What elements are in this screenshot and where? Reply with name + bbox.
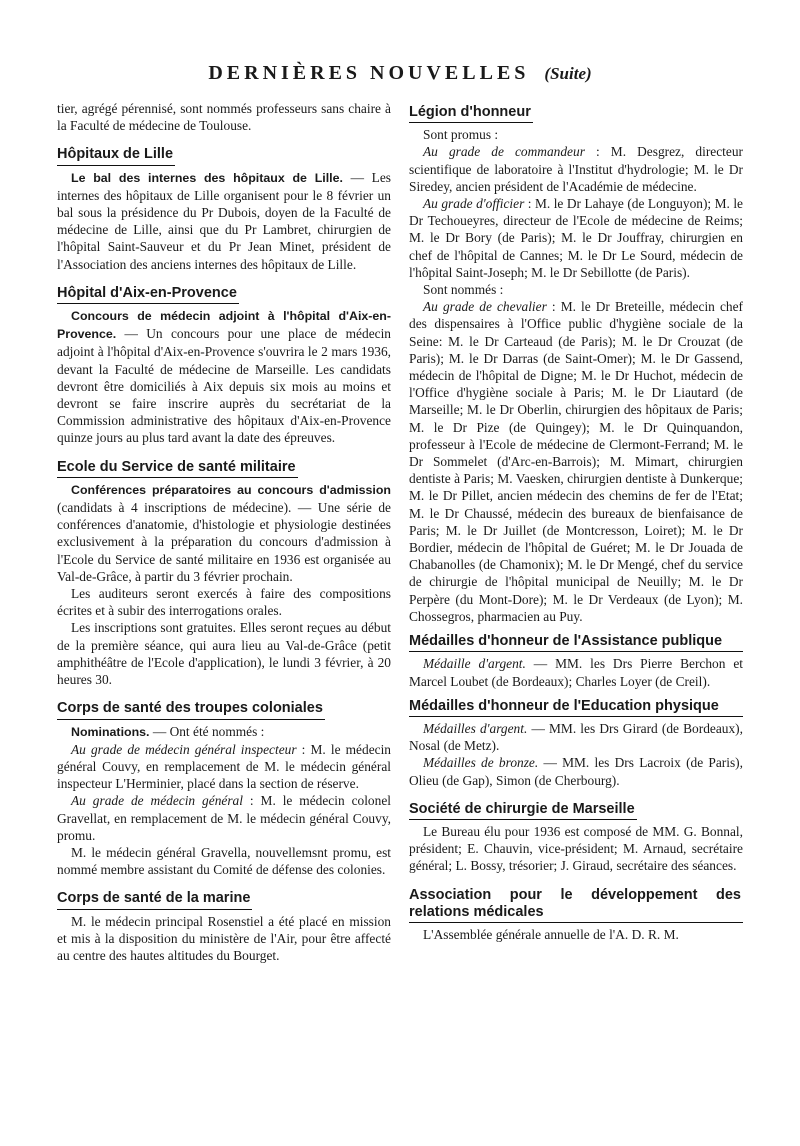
section-heading-legion: Légion d'honneur — [409, 104, 533, 123]
aix-text: — Un concours pour une place de médecin adjoint à l'hôpital d'Aix-en-Provence s'ouvrira le 2 mars 1936, devant la Faculté de médecine de Marseille. Les candidats devront être domiciliés à Aix depuis six mois au moins et devront se faire inscrire auprès du secrétariat de la Commission administrative des hôpitaux d'Aix-en-Provence quinze jours au plus tard avant la date des épreuves. — [57, 326, 391, 446]
ecole-section — [57, 455, 391, 689]
ecole-text: (candidats à 4 inscriptions de médecine). — Une série de conférences d'anatomie, d'histologie et physiologie destinées exclusivement à la préparation du concours d'admission à l'Ecole du Service de santé militaire en 1936 est organisée au Val-de-Grâce, à partir du 3 février prochain. — [57, 500, 391, 584]
adrm-section — [409, 883, 743, 944]
aix-section — [57, 281, 391, 447]
left-column — [57, 100, 391, 972]
section-heading-marine: Corps de santé de la marine — [57, 890, 252, 909]
assistance-medal: Médaille d'argent. — [423, 656, 526, 672]
ecole-paragraph-3: Les inscriptions sont gratuites. Elles seront reçues au début de la première séance, qui aura lieu au Val-de-Grâce (petit amphithéâtre de l'Ecole d'application), le lundi 3 février, à 20 heures 30. — [57, 620, 391, 688]
legion-promus: Sont promus : — [423, 127, 499, 143]
adrm-text: L'Assemblée générale annuelle de l'A. D. R. M. — [423, 926, 679, 942]
right-column — [409, 100, 743, 951]
ecole-subheading: Conférences préparatoires au concours d'admission — [71, 482, 391, 497]
marine-text: M. le médecin principal Rosenstiel a été placé en mission et mis à la disposition du ministère de l'Air, pour être affecté au centre des hautes altitudes du Bourget. — [57, 913, 391, 963]
coloniales-grade-1: Au grade de médecin général inspecteur — [71, 741, 297, 757]
education-medal-bronze: Médailles de bronze. — [423, 755, 539, 771]
marine-section — [57, 886, 391, 964]
assistance-section — [409, 633, 743, 690]
lille-section — [57, 142, 391, 272]
coloniales-subheading-rest: — Ont été nommés : — [149, 723, 265, 739]
legion-officier-text: : M. le Dr Lahaye (de Longuyon); M. le Dr Techoueyres, directeur de l'Ecole de médecine de Reims; M. le Dr Bory (de Paris); M. le Dr Jouffray, chirurgien en chef de l'hôpital de Cannes; M. le Dr Le Sourd, médecin de l'hôpital Saint-Joseph; M. le Dr Sebillotte (de Paris). — [409, 196, 744, 280]
legion-chevalier-grade: Au grade de chevalier — [423, 299, 547, 315]
coloniales-text-2: : M. le médecin colonel Gravellat, en remplacement de M. le médecin général Couvy, promu. — [57, 793, 391, 843]
intro-text: tier, agrégé pérennisé, sont nommés professeurs sans chaire à la Faculté de médecine de Toulouse. — [57, 101, 391, 134]
coloniales-grade-2: Au grade de médecin général — [71, 793, 243, 809]
legion-commandeur-text: : M. Desgrez, directeur scientifique de laboratoire à l'Institut d'hydrologie; M. le Dr Siredey, ancien président de l'Académie de médecine. — [409, 144, 743, 194]
running-head-title: DERNIÈRES NOUVELLES — [208, 62, 530, 84]
legion-officier-grade: Au grade d'officier — [423, 196, 525, 212]
section-heading-education: Médailles d'honneur de l'Education physique — [409, 698, 743, 717]
coloniales-subheading: Nominations. — [71, 724, 150, 739]
education-text-bronze: — MM. les Drs Lacroix (de Paris), Olieu (de Gap), Simon (de Cherbourg). — [409, 755, 743, 788]
marseille-section — [409, 797, 743, 875]
section-heading-coloniales: Corps de santé des troupes coloniales — [57, 700, 325, 719]
intro-section — [57, 100, 391, 134]
education-text-silver: — MM. les Drs Girard (de Bordeaux), Nosal (de Metz). — [409, 720, 743, 754]
coloniales-text-1: : M. le médecin général Couvy, en remplacement de M. le médecin général inspecteur L'Herminier, placé dans la section de réserve. — [57, 741, 391, 792]
running-head-suite: (Suite) — [544, 64, 592, 83]
education-medal-silver: Médailles d'argent. — [423, 720, 528, 736]
running-head — [0, 62, 800, 85]
legion-chevalier-text: : M. le Dr Breteille, médecin chef des dispensaires à l'Office public d'hygiène sociale de la Seine: M. le Dr Carteaud (de Paris); M. le Dr Crouzat (de Paris); M. le Dr Darras (de Saint-Omer); M. le Dr Gassend, médecin de l'hôpital de Digne; M. le Dr Huchot, médecin de l'Office d'hygiène sociale à Paris; M. le Dr Liautard (de Marseille; M. le Dr Oberlin, chirurgien des hôpitaux de Paris; M. le Dr Pize (de Quingey); M. le Dr Quinquandon, professeur à l'Ecole de médecine de Clermont-Ferrand; M. le Dr Sommelet (d'Arc-en-Barrois); M. Mimart, chirurgien dentiste à Paris; M. Vaesken, chirurgien dentiste à Dunkerque; M. le Dr Pillet, ancien médecin des chemins de fer de l'Etat; M. le Dr Chaussé, médecin des bureaux de bienfaisance de Paris; M. le Dr Juillet (de Montcresson, Loiret); M. le Dr Bordier, médecin de l'hôpital de Guéret; M. le Dr Jouada de Chabanolles (de Chamonix); M. le Dr Mengé, chef du service de chirurgie de l'hôpital municipal de Neuilly; M. le Dr Perpère (du Mont-Dore); M. le Dr Verdeaux (de Lyon); M. Chossegros, pharmacien au Puy. — [409, 299, 743, 624]
lille-subheading: Le bal des internes des hôpitaux de Lille. — [71, 170, 343, 185]
legion-section — [409, 100, 743, 625]
aix-subheading: Concours de médecin adjoint à l'hôpital d'Aix-en-Provence. — [57, 309, 391, 342]
marseille-text: Le Bureau élu pour 1936 est composé de MM. G. Bonnal, président; E. Chauvin, vice-président; M. Arnaud, secrétaire général; L. Bossy, trésorier; J. Giraud, secrétaire des séances. — [409, 823, 743, 874]
coloniales-text-3: M. le médecin général Gravella, nouvellemsnt promu, est nommé membre assistant du Comité de défense des colonies. — [57, 844, 391, 878]
legion-nommes: Sont nommés : — [423, 282, 504, 298]
section-heading-ecole: Ecole du Service de santé militaire — [57, 459, 298, 478]
legion-commandeur-grade: Au grade de commandeur — [423, 144, 585, 160]
education-section — [409, 698, 743, 789]
section-heading-assistance: Médailles d'honneur de l'Assistance publique — [409, 633, 743, 652]
section-heading-marseille: Société de chirurgie de Marseille — [409, 801, 637, 820]
coloniales-section — [57, 696, 391, 878]
section-heading-lille: Hôpitaux de Lille — [57, 146, 175, 165]
lille-text: — Les internes des hôpitaux de Lille organisent pour le 8 février un bal sous la présidence du Pr Dubois, doyen de la Faculté de médecine de Lille, ainsi que du Pr Lambret, chirurgien de l'hôpital Saint-Sauveur et du Pr Jean Minet, président de l'Association des anciens internes des hôpitaux de Lille. — [57, 169, 391, 272]
section-heading-aix: Hôpital d'Aix-en-Provence — [57, 285, 239, 304]
assistance-text: — MM. les Drs Pierre Berchon et Marcel Loubet (de Bordeaux); Charles Loyer (de Creil). — [409, 656, 743, 689]
section-heading-adrm: Association pour le développement des relations médicales — [409, 887, 743, 923]
ecole-paragraph-2: Les auditeurs seront exercés à faire des compositions écrites et à subir des interrogations orales. — [57, 586, 391, 619]
